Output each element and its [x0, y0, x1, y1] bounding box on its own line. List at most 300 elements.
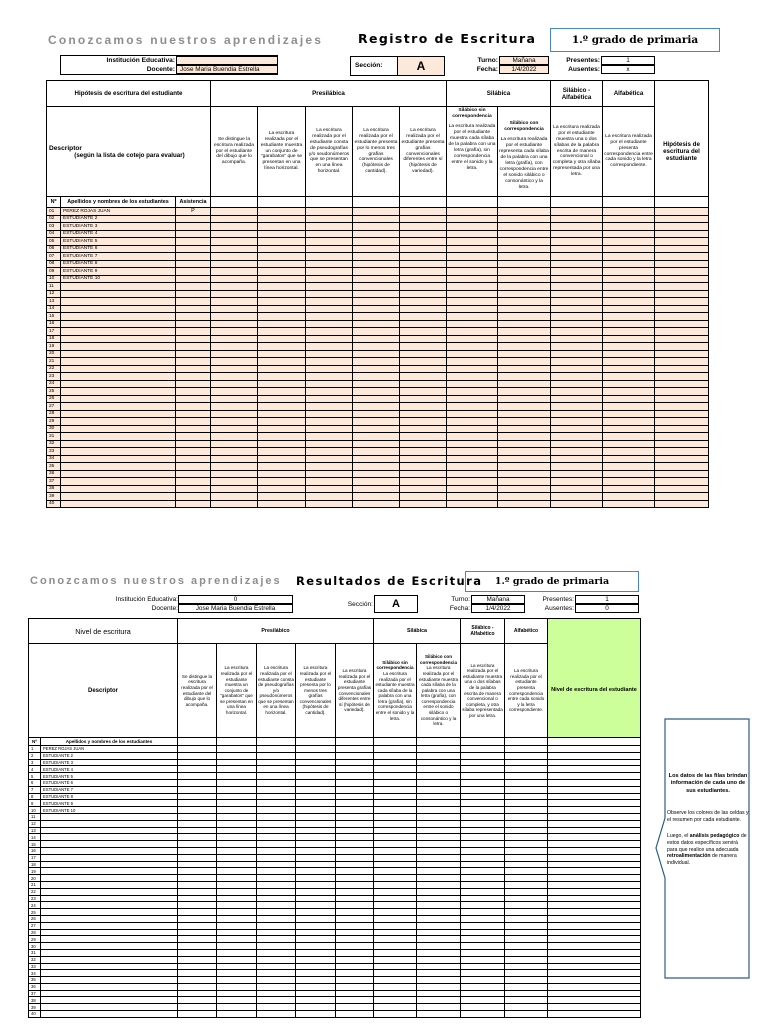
result-cell[interactable] [461, 868, 505, 875]
check-cell[interactable] [447, 223, 498, 231]
result-cell[interactable] [336, 895, 374, 902]
check-cell[interactable] [258, 455, 306, 463]
check-cell[interactable] [498, 373, 551, 381]
result-cell[interactable] [336, 956, 374, 963]
student-name-cell[interactable] [61, 350, 176, 358]
student-name-cell[interactable]: ESTUDIANTE 4 [41, 766, 178, 773]
check-cell[interactable] [400, 478, 447, 486]
check-cell[interactable] [498, 268, 551, 276]
student-name-cell[interactable] [41, 977, 178, 984]
result-cell[interactable] [257, 997, 296, 1004]
check-cell[interactable] [258, 403, 306, 411]
result-cell[interactable] [296, 915, 336, 922]
check-cell[interactable] [400, 425, 447, 433]
result-cell[interactable] [374, 990, 417, 997]
result-cell[interactable] [417, 929, 461, 936]
result-cell[interactable] [461, 759, 505, 766]
result-cell[interactable] [417, 909, 461, 916]
check-cell[interactable] [655, 388, 709, 396]
check-cell[interactable] [551, 373, 603, 381]
check-cell[interactable] [603, 365, 655, 373]
check-cell[interactable] [306, 500, 353, 508]
result-cell[interactable] [461, 827, 505, 834]
result-cell[interactable] [374, 807, 417, 814]
result-cell[interactable] [217, 949, 257, 956]
check-cell[interactable] [211, 418, 258, 426]
result-cell[interactable] [178, 827, 217, 834]
student-name-cell[interactable] [41, 929, 178, 936]
check-cell[interactable] [603, 215, 655, 223]
result-cell[interactable] [548, 773, 641, 780]
result-cell[interactable] [257, 977, 296, 984]
check-cell[interactable] [306, 380, 353, 388]
result-cell[interactable] [257, 895, 296, 902]
check-cell[interactable] [603, 485, 655, 493]
check-cell[interactable] [655, 298, 709, 306]
student-name-cell[interactable] [61, 478, 176, 486]
result-cell[interactable] [296, 773, 336, 780]
check-cell[interactable] [211, 260, 258, 268]
result-cell[interactable] [548, 827, 641, 834]
present-field[interactable]: 1 [601, 56, 655, 65]
check-cell[interactable] [306, 268, 353, 276]
check-cell[interactable] [447, 388, 498, 396]
check-cell[interactable] [551, 358, 603, 366]
result-cell[interactable] [336, 977, 374, 984]
result-cell[interactable] [548, 983, 641, 990]
check-cell[interactable] [603, 493, 655, 501]
check-cell[interactable] [551, 290, 603, 298]
result-cell[interactable] [217, 902, 257, 909]
result-cell[interactable] [257, 990, 296, 997]
result-cell[interactable] [548, 929, 641, 936]
attendance-cell[interactable] [176, 260, 211, 268]
result-cell[interactable] [374, 847, 417, 854]
result-cell[interactable] [217, 977, 257, 984]
result-cell[interactable] [461, 895, 505, 902]
check-cell[interactable] [353, 245, 400, 253]
check-cell[interactable] [551, 493, 603, 501]
result-cell[interactable] [505, 929, 548, 936]
check-cell[interactable] [400, 313, 447, 321]
student-name-cell[interactable] [41, 909, 178, 916]
check-cell[interactable] [353, 433, 400, 441]
result-cell[interactable] [374, 854, 417, 861]
result-cell[interactable] [461, 861, 505, 868]
student-name-cell[interactable] [61, 463, 176, 471]
result-cell[interactable] [178, 943, 217, 950]
result-cell[interactable] [505, 970, 548, 977]
result-cell[interactable] [461, 847, 505, 854]
result-cell[interactable] [548, 875, 641, 882]
result-cell[interactable] [374, 834, 417, 841]
student-name-cell[interactable] [61, 335, 176, 343]
student-name-cell[interactable] [61, 313, 176, 321]
result-cell[interactable] [296, 820, 336, 827]
check-cell[interactable] [353, 500, 400, 508]
check-cell[interactable] [603, 335, 655, 343]
check-cell[interactable] [306, 433, 353, 441]
check-cell[interactable] [551, 335, 603, 343]
result-cell[interactable] [296, 746, 336, 753]
check-cell[interactable] [603, 410, 655, 418]
check-cell[interactable] [258, 425, 306, 433]
check-cell[interactable] [400, 328, 447, 336]
check-cell[interactable] [551, 455, 603, 463]
result-cell[interactable] [461, 813, 505, 820]
check-cell[interactable] [655, 335, 709, 343]
attendance-cell[interactable] [176, 455, 211, 463]
result-cell[interactable] [178, 766, 217, 773]
check-cell[interactable] [353, 380, 400, 388]
result-cell[interactable] [505, 990, 548, 997]
absent-field[interactable]: 0 [575, 604, 639, 613]
result-cell[interactable] [296, 1004, 336, 1011]
student-name-cell[interactable] [61, 455, 176, 463]
result-cell[interactable] [505, 800, 548, 807]
student-name-cell[interactable] [41, 990, 178, 997]
check-cell[interactable] [353, 350, 400, 358]
result-cell[interactable] [417, 997, 461, 1004]
check-cell[interactable] [447, 410, 498, 418]
check-cell[interactable] [655, 500, 709, 508]
result-cell[interactable] [505, 861, 548, 868]
result-cell[interactable] [505, 949, 548, 956]
check-cell[interactable] [258, 328, 306, 336]
result-cell[interactable] [505, 813, 548, 820]
result-cell[interactable] [178, 759, 217, 766]
check-cell[interactable] [258, 388, 306, 396]
student-name-cell[interactable] [61, 328, 176, 336]
check-cell[interactable] [211, 478, 258, 486]
check-cell[interactable] [258, 238, 306, 246]
check-cell[interactable] [551, 418, 603, 426]
check-cell[interactable] [603, 358, 655, 366]
check-cell[interactable] [447, 365, 498, 373]
check-cell[interactable] [603, 208, 655, 216]
check-cell[interactable] [447, 395, 498, 403]
check-cell[interactable] [353, 485, 400, 493]
check-cell[interactable] [400, 260, 447, 268]
result-cell[interactable] [257, 779, 296, 786]
check-cell[interactable] [258, 290, 306, 298]
result-cell[interactable] [374, 888, 417, 895]
check-cell[interactable] [400, 215, 447, 223]
attendance-cell[interactable] [176, 358, 211, 366]
result-cell[interactable] [217, 766, 257, 773]
student-name-cell[interactable] [41, 970, 178, 977]
attendance-cell[interactable] [176, 275, 211, 283]
result-cell[interactable] [374, 868, 417, 875]
check-cell[interactable] [306, 335, 353, 343]
institution-field[interactable]: 0 [178, 595, 293, 604]
result-cell[interactable] [257, 922, 296, 929]
result-cell[interactable] [296, 970, 336, 977]
result-cell[interactable] [548, 977, 641, 984]
check-cell[interactable] [447, 358, 498, 366]
student-name-cell[interactable]: ESTUDIANTE 4 [61, 230, 176, 238]
result-cell[interactable] [505, 752, 548, 759]
check-cell[interactable] [603, 313, 655, 321]
check-cell[interactable] [551, 238, 603, 246]
check-cell[interactable] [400, 493, 447, 501]
result-cell[interactable] [505, 807, 548, 814]
check-cell[interactable] [306, 403, 353, 411]
result-cell[interactable] [374, 875, 417, 882]
check-cell[interactable] [603, 448, 655, 456]
result-cell[interactable] [178, 915, 217, 922]
check-cell[interactable] [211, 410, 258, 418]
result-cell[interactable] [217, 773, 257, 780]
check-cell[interactable] [211, 448, 258, 456]
check-cell[interactable] [447, 403, 498, 411]
check-cell[interactable] [306, 290, 353, 298]
check-cell[interactable] [211, 230, 258, 238]
result-cell[interactable] [505, 915, 548, 922]
check-cell[interactable] [551, 343, 603, 351]
result-cell[interactable] [374, 949, 417, 956]
check-cell[interactable] [551, 275, 603, 283]
check-cell[interactable] [400, 440, 447, 448]
check-cell[interactable] [400, 290, 447, 298]
date-field[interactable]: 1/4/2022 [471, 604, 525, 613]
check-cell[interactable] [400, 485, 447, 493]
check-cell[interactable] [551, 425, 603, 433]
check-cell[interactable] [306, 208, 353, 216]
check-cell[interactable] [306, 328, 353, 336]
result-cell[interactable] [257, 820, 296, 827]
check-cell[interactable] [353, 305, 400, 313]
check-cell[interactable] [353, 335, 400, 343]
check-cell[interactable] [447, 455, 498, 463]
result-cell[interactable] [374, 895, 417, 902]
check-cell[interactable] [400, 455, 447, 463]
result-cell[interactable] [257, 888, 296, 895]
check-cell[interactable] [306, 350, 353, 358]
attendance-cell[interactable] [176, 245, 211, 253]
result-cell[interactable] [374, 922, 417, 929]
result-cell[interactable] [548, 834, 641, 841]
check-cell[interactable] [211, 313, 258, 321]
result-cell[interactable] [178, 983, 217, 990]
result-cell[interactable] [217, 793, 257, 800]
check-cell[interactable] [498, 238, 551, 246]
result-cell[interactable] [461, 800, 505, 807]
student-name-cell[interactable] [41, 956, 178, 963]
student-name-cell[interactable] [41, 820, 178, 827]
check-cell[interactable] [211, 455, 258, 463]
check-cell[interactable] [655, 403, 709, 411]
result-cell[interactable] [548, 943, 641, 950]
check-cell[interactable] [211, 305, 258, 313]
result-cell[interactable] [217, 895, 257, 902]
result-cell[interactable] [217, 997, 257, 1004]
check-cell[interactable] [306, 485, 353, 493]
result-cell[interactable] [417, 786, 461, 793]
result-cell[interactable] [548, 970, 641, 977]
result-cell[interactable] [296, 983, 336, 990]
check-cell[interactable] [306, 245, 353, 253]
result-cell[interactable] [296, 868, 336, 875]
result-cell[interactable] [461, 977, 505, 984]
result-cell[interactable] [417, 868, 461, 875]
student-name-cell[interactable] [61, 440, 176, 448]
result-cell[interactable] [217, 983, 257, 990]
student-name-cell[interactable] [41, 1011, 178, 1018]
check-cell[interactable] [211, 275, 258, 283]
result-cell[interactable] [461, 922, 505, 929]
result-cell[interactable] [417, 800, 461, 807]
result-cell[interactable] [374, 915, 417, 922]
date-field[interactable]: 1/4/2022 [499, 65, 549, 74]
result-cell[interactable] [336, 902, 374, 909]
student-name-cell[interactable] [41, 888, 178, 895]
check-cell[interactable] [655, 440, 709, 448]
result-cell[interactable] [417, 915, 461, 922]
check-cell[interactable] [655, 245, 709, 253]
check-cell[interactable] [551, 328, 603, 336]
result-cell[interactable] [336, 970, 374, 977]
check-cell[interactable] [551, 440, 603, 448]
check-cell[interactable] [551, 485, 603, 493]
check-cell[interactable] [655, 260, 709, 268]
result-cell[interactable] [461, 752, 505, 759]
check-cell[interactable] [306, 478, 353, 486]
result-cell[interactable] [461, 915, 505, 922]
check-cell[interactable] [655, 320, 709, 328]
result-cell[interactable] [548, 800, 641, 807]
check-cell[interactable] [400, 365, 447, 373]
result-cell[interactable] [461, 786, 505, 793]
result-cell[interactable] [374, 983, 417, 990]
result-cell[interactable] [217, 746, 257, 753]
result-cell[interactable] [336, 841, 374, 848]
result-cell[interactable] [296, 895, 336, 902]
student-name-cell[interactable] [61, 373, 176, 381]
result-cell[interactable] [257, 1004, 296, 1011]
check-cell[interactable] [306, 358, 353, 366]
result-cell[interactable] [178, 895, 217, 902]
check-cell[interactable] [551, 260, 603, 268]
student-name-cell[interactable] [61, 485, 176, 493]
result-cell[interactable] [548, 1004, 641, 1011]
result-cell[interactable] [178, 970, 217, 977]
check-cell[interactable] [258, 223, 306, 231]
absent-field[interactable]: x [601, 65, 655, 74]
check-cell[interactable] [258, 493, 306, 501]
check-cell[interactable] [211, 365, 258, 373]
check-cell[interactable] [353, 440, 400, 448]
student-name-cell[interactable] [61, 283, 176, 291]
check-cell[interactable] [655, 343, 709, 351]
check-cell[interactable] [603, 260, 655, 268]
result-cell[interactable] [296, 929, 336, 936]
check-cell[interactable] [258, 418, 306, 426]
result-cell[interactable] [257, 963, 296, 970]
check-cell[interactable] [603, 500, 655, 508]
check-cell[interactable] [258, 298, 306, 306]
result-cell[interactable] [336, 1004, 374, 1011]
result-cell[interactable] [548, 793, 641, 800]
result-cell[interactable] [548, 936, 641, 943]
result-cell[interactable] [461, 793, 505, 800]
result-cell[interactable] [178, 902, 217, 909]
result-cell[interactable] [217, 881, 257, 888]
check-cell[interactable] [353, 455, 400, 463]
result-cell[interactable] [257, 773, 296, 780]
result-cell[interactable] [374, 752, 417, 759]
result-cell[interactable] [548, 759, 641, 766]
student-name-cell[interactable] [41, 915, 178, 922]
student-name-cell[interactable] [61, 298, 176, 306]
check-cell[interactable] [655, 463, 709, 471]
check-cell[interactable] [353, 238, 400, 246]
check-cell[interactable] [211, 223, 258, 231]
student-name-cell[interactable] [41, 895, 178, 902]
result-cell[interactable] [461, 970, 505, 977]
result-cell[interactable] [217, 827, 257, 834]
check-cell[interactable] [353, 275, 400, 283]
result-cell[interactable] [178, 868, 217, 875]
check-cell[interactable] [211, 298, 258, 306]
check-cell[interactable] [551, 380, 603, 388]
check-cell[interactable] [655, 230, 709, 238]
check-cell[interactable] [400, 253, 447, 261]
result-cell[interactable] [257, 943, 296, 950]
shift-field[interactable]: Mañana [499, 56, 549, 65]
result-cell[interactable] [417, 956, 461, 963]
result-cell[interactable] [296, 793, 336, 800]
result-cell[interactable] [505, 759, 548, 766]
check-cell[interactable] [498, 275, 551, 283]
check-cell[interactable] [655, 215, 709, 223]
check-cell[interactable] [400, 358, 447, 366]
attendance-cell[interactable] [176, 388, 211, 396]
result-cell[interactable] [217, 1004, 257, 1011]
result-cell[interactable] [505, 902, 548, 909]
student-name-cell[interactable]: ESTUDIANTE 3 [61, 223, 176, 231]
check-cell[interactable] [551, 215, 603, 223]
check-cell[interactable] [258, 440, 306, 448]
check-cell[interactable] [498, 380, 551, 388]
result-cell[interactable] [217, 759, 257, 766]
check-cell[interactable] [655, 313, 709, 321]
check-cell[interactable] [551, 230, 603, 238]
check-cell[interactable] [211, 373, 258, 381]
check-cell[interactable] [258, 350, 306, 358]
result-cell[interactable] [336, 854, 374, 861]
result-cell[interactable] [417, 983, 461, 990]
student-name-cell[interactable] [41, 881, 178, 888]
result-cell[interactable] [217, 1011, 257, 1018]
check-cell[interactable] [211, 493, 258, 501]
result-cell[interactable] [217, 779, 257, 786]
result-cell[interactable] [257, 881, 296, 888]
check-cell[interactable] [306, 275, 353, 283]
check-cell[interactable] [498, 328, 551, 336]
result-cell[interactable] [296, 854, 336, 861]
check-cell[interactable] [655, 358, 709, 366]
teacher-field[interactable]: Jose Maria Buendia Estrella [176, 65, 278, 74]
result-cell[interactable] [417, 766, 461, 773]
check-cell[interactable] [447, 343, 498, 351]
result-cell[interactable] [548, 813, 641, 820]
check-cell[interactable] [447, 335, 498, 343]
result-cell[interactable] [505, 786, 548, 793]
result-cell[interactable] [505, 895, 548, 902]
result-cell[interactable] [505, 854, 548, 861]
result-cell[interactable] [296, 888, 336, 895]
